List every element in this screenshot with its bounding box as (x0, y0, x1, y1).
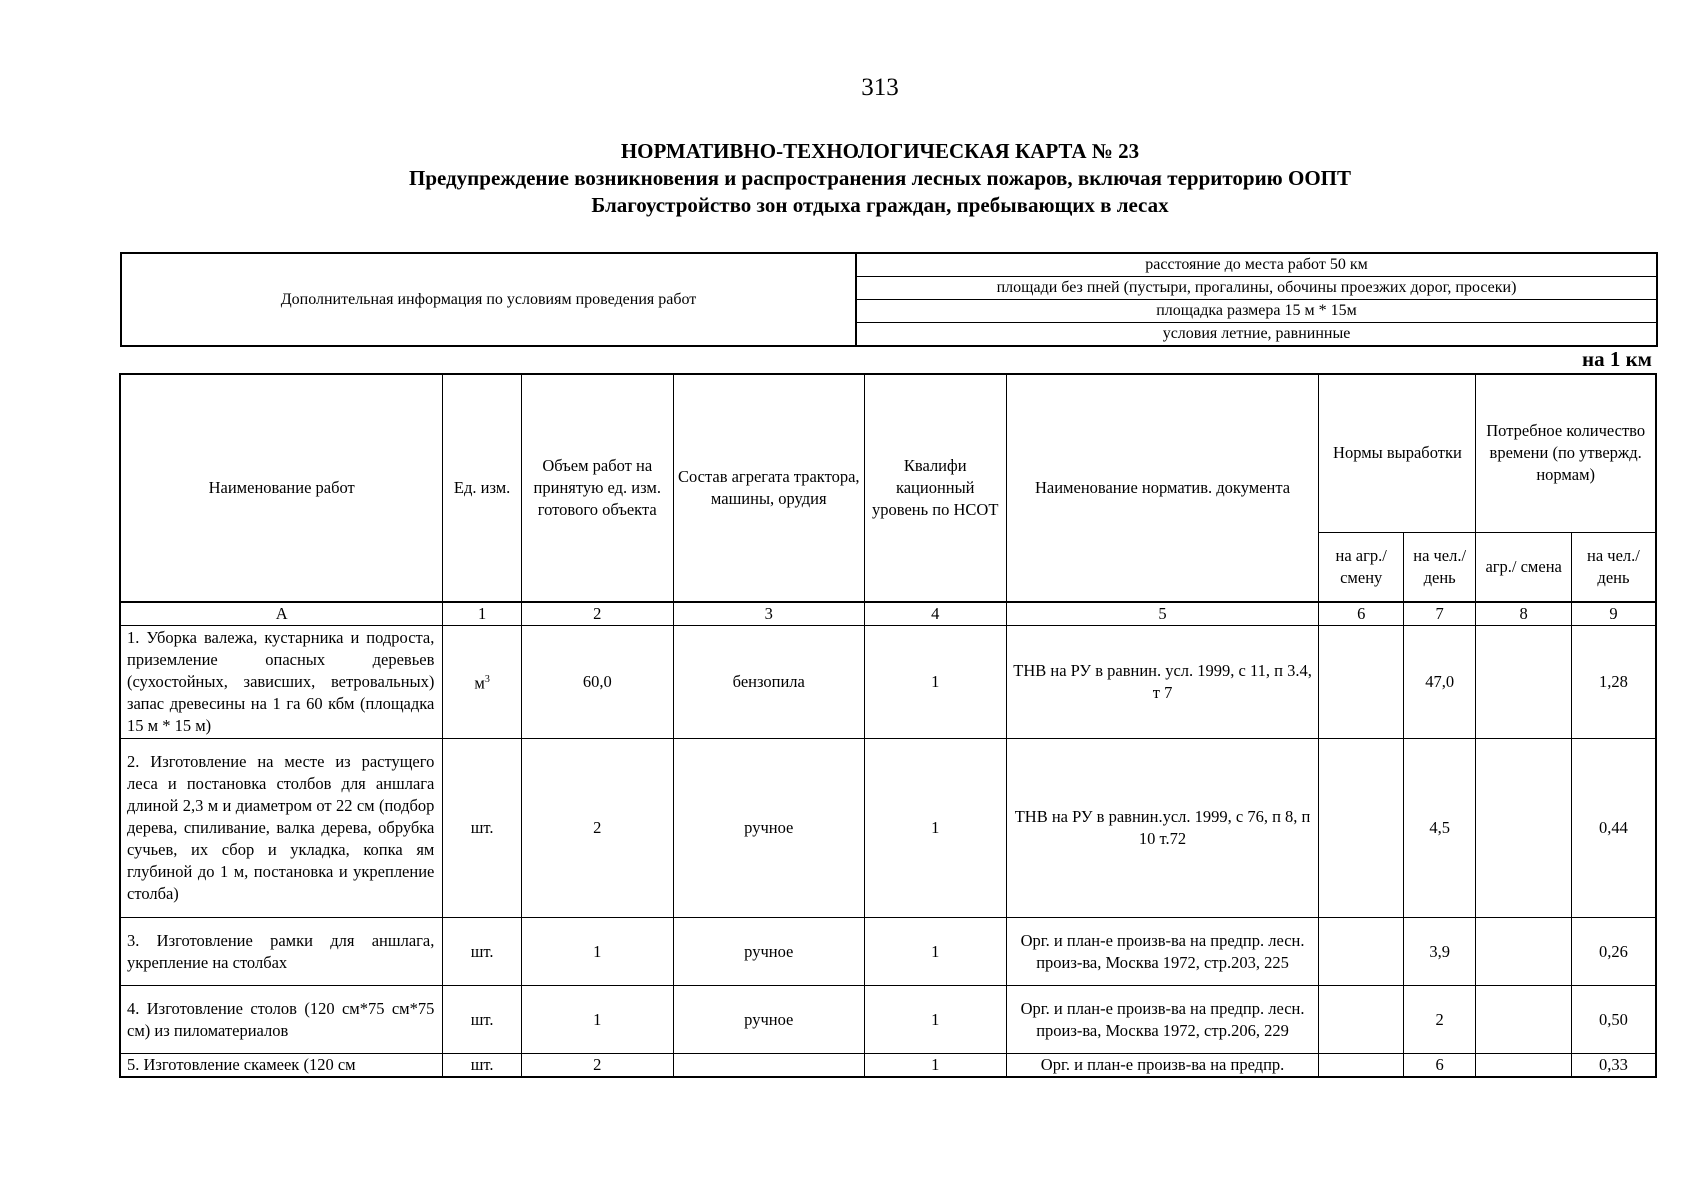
need-person-cell: 0,44 (1571, 739, 1656, 918)
volume-cell: 2 (521, 1054, 673, 1078)
qualification-cell: 1 (864, 739, 1006, 918)
unit-superscript: 3 (484, 674, 490, 686)
volume-cell: 1 (521, 986, 673, 1054)
table-row (120, 918, 1656, 986)
condition-area-type: площади без пней (пустыри, прогалины, обочины проезжих дорог, просеки) (856, 277, 1657, 300)
composition-cell: бензопила (673, 626, 864, 739)
index-cell: 9 (1571, 602, 1656, 626)
norm-person-cell: 6 (1403, 1054, 1475, 1078)
norm-person-cell: 2 (1403, 986, 1475, 1054)
header-norms-agr: на агр./ смену (1319, 532, 1403, 602)
composition-cell: ручное (673, 918, 864, 986)
header-unit: Ед. изм. (443, 374, 521, 602)
conditions-table (120, 252, 1658, 347)
composition-cell (673, 1054, 864, 1078)
index-cell: 4 (864, 602, 1006, 626)
volume-cell: 60,0 (521, 626, 673, 739)
norm-person-cell: 47,0 (1403, 626, 1475, 739)
unit-cell (443, 1054, 521, 1078)
volume-cell: 2 (521, 739, 673, 918)
work-name: 3. Изготовление рамки для аншлага, укрепление на столбах (120, 918, 443, 986)
header-norms-person: на чел./ день (1403, 532, 1475, 602)
table-row (120, 986, 1656, 1054)
need-person-cell: 1,28 (1571, 626, 1656, 739)
norm-person-cell: 4,5 (1403, 739, 1475, 918)
index-cell: 8 (1476, 602, 1572, 626)
index-cell: 6 (1319, 602, 1403, 626)
unit-cell (443, 986, 521, 1054)
title-line-1: НОРМАТИВНО-ТЕХНОЛОГИЧЕСКАЯ КАРТА № 23 (620, 139, 1140, 163)
need-agr-cell (1476, 626, 1572, 739)
condition-season: условия летние, равнинные (856, 323, 1657, 347)
header-volume: Объем работ на принятую ед. изм. готового объекта (521, 374, 673, 602)
norm-agr-cell (1319, 918, 1403, 986)
work-name: 2. Изготовление на месте из растущего леса и постановка столбов для аншлага длиной 2,3 м и диаметром от 22 см (подбор дерева, спиливание, валка дерева, обрубка сучьев, их сбор и укладка, копка ям глубиной до 1 м, постановка и укрепление столба) (120, 739, 443, 918)
header-qualification: Квалифи кационный уровень по НСОТ (864, 374, 1006, 602)
composition-cell: ручное (673, 986, 864, 1054)
header-need: Потребное количество времени (по утвержд. нормам) (1476, 374, 1656, 532)
table-row (120, 1054, 1656, 1078)
index-cell: 3 (673, 602, 864, 626)
page-title (0, 138, 1697, 219)
header-need-person: на чел./ день (1571, 532, 1656, 602)
column-index-row (120, 602, 1656, 626)
header-composition: Состав агрегата трактора, машины, орудия (673, 374, 864, 602)
header-doc: Наименование норматив. документа (1006, 374, 1319, 602)
work-name: 5. Изготовление скамеек (120 см (120, 1054, 443, 1078)
index-cell: 1 (443, 602, 521, 626)
need-agr-cell (1476, 1054, 1572, 1078)
unit-text: шт. (470, 1055, 494, 1074)
doc-cell: ТНВ на РУ в равнин.усл. 1999, с 76, п 8, п 10 т.72 (1006, 739, 1319, 918)
composition-cell: ручное (673, 739, 864, 918)
header-work-name: Наименование работ (120, 374, 443, 602)
table-row (120, 739, 1656, 918)
condition-distance: расстояние до места работ 50 км (856, 253, 1657, 277)
unit-cell (443, 918, 521, 986)
need-person-cell: 0,33 (1571, 1054, 1656, 1078)
unit-text: шт. (470, 818, 494, 837)
work-name: 1. Уборка валежа, кустарника и подроста, приземление опасных деревьев (сухостойных, зависших, ветровальных) запас древесины на 1 га 60 кбм (площадка 15 м * 15 м) (120, 626, 443, 739)
header-need-agr: агр./ смена (1476, 532, 1572, 602)
work-name: 4. Изготовление столов (120 см*75 см*75 см) из пиломатериалов (120, 986, 443, 1054)
unit-text: шт. (470, 941, 494, 961)
qualification-cell: 1 (864, 918, 1006, 986)
norm-agr-cell (1319, 626, 1403, 739)
unit-text: м (474, 673, 485, 693)
conditions-label: Дополнительная информация по условиям проведения работ (121, 253, 856, 346)
norm-person-cell: 3,9 (1403, 918, 1475, 986)
norm-agr-cell (1319, 986, 1403, 1054)
need-person-cell: 0,26 (1571, 918, 1656, 986)
doc-cell: Орг. и план-е произв-ва на предпр. лесн. произ-ва, Москва 1972, стр.206, 229 (1006, 986, 1319, 1054)
unit-cell (443, 626, 521, 739)
work-norms-table (119, 373, 1657, 1078)
unit-note: на 1 км (1581, 347, 1652, 371)
doc-cell: Орг. и план-е произв-ва на предпр. (1006, 1054, 1319, 1078)
need-agr-cell (1476, 986, 1572, 1054)
need-agr-cell (1476, 918, 1572, 986)
index-cell: 7 (1403, 602, 1475, 626)
need-person-cell: 0,50 (1571, 986, 1656, 1054)
condition-plot-size: площадка размера 15 м * 15м (856, 300, 1657, 323)
title-line-3: Благоустройство зон отдыха граждан, пребывающих в лесах (591, 193, 1169, 217)
norm-agr-cell (1319, 739, 1403, 918)
index-cell: 2 (521, 602, 673, 626)
qualification-cell: 1 (864, 986, 1006, 1054)
unit-cell (443, 739, 521, 918)
need-agr-cell (1476, 739, 1572, 918)
unit-text: шт. (470, 1009, 494, 1029)
index-cell: А (120, 602, 443, 626)
doc-cell: ТНВ на РУ в равнин. усл. 1999, с 11, п 3.4, т 7 (1006, 626, 1319, 739)
title-line-2: Предупреждение возникновения и распространения лесных пожаров, включая территорию ООПТ (408, 166, 1351, 190)
header-norms: Нормы выработки (1319, 374, 1476, 532)
index-cell: 5 (1006, 602, 1319, 626)
page-number: 313 (861, 74, 899, 101)
table-row (120, 626, 1656, 739)
volume-cell: 1 (521, 918, 673, 986)
qualification-cell: 1 (864, 626, 1006, 739)
doc-cell: Орг. и план-е произв-ва на предпр. лесн. произ-ва, Москва 1972, стр.203, 225 (1006, 918, 1319, 986)
qualification-cell: 1 (864, 1054, 1006, 1078)
norm-agr-cell (1319, 1054, 1403, 1078)
